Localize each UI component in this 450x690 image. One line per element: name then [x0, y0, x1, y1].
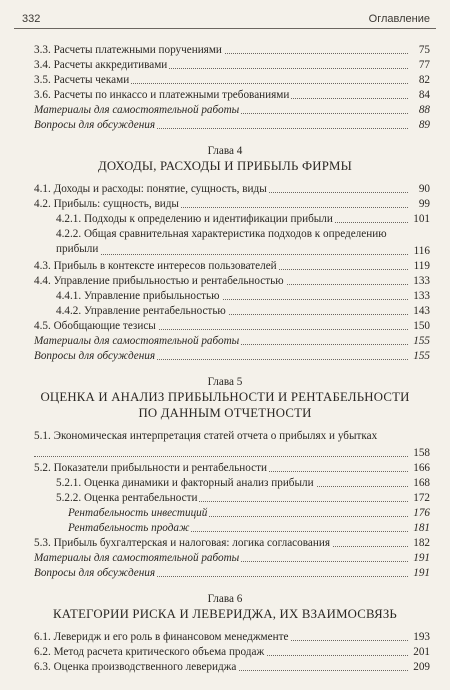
toc-entry-page: 182 — [413, 537, 430, 549]
toc-entry[interactable] — [14, 566, 436, 581]
toc-entry-title: 6.3. Оценка производственного левериджа — [34, 661, 237, 673]
toc-entry-title: 3.3. Расчеты платежными поручениями — [34, 44, 222, 56]
page-number: 332 — [22, 13, 41, 25]
spacer — [14, 174, 436, 182]
toc-entry[interactable] — [14, 521, 436, 536]
toc-entry-title: 4.2.2. Общая сравнительная характеристика подходов к определению прибыли — [56, 228, 387, 255]
table-of-contents — [14, 43, 436, 675]
toc-entry-page: 119 — [413, 260, 430, 272]
toc-entry-title: 5.1. Экономическая интерпретация статей отчета о прибылях и убытках — [34, 430, 378, 442]
toc-entry-page: 82 — [418, 74, 430, 86]
chapter-label: Глава 5 — [207, 376, 243, 388]
toc-entry-title: Вопросы для обсуждения — [34, 567, 156, 579]
toc-entry-page: 101 — [413, 213, 430, 225]
toc-entry-page: 133 — [413, 275, 430, 287]
chapter-title: ДОХОДЫ, РАСХОДЫ И ПРИБЫЛЬ ФИРМЫ — [97, 159, 352, 173]
toc-entry-title: 6.2. Метод расчета критического объема продаж — [34, 646, 265, 658]
toc-entry-title: 5.2. Показатели прибыльности и рентабельности — [34, 462, 267, 474]
page-header — [14, 6, 436, 29]
toc-entry-title: 4.2. Прибыль: сущность, виды — [34, 198, 179, 210]
toc-entry-page: 172 — [413, 492, 430, 504]
toc-entry-title: 5.3. Прибыль бухгалтерская и налоговая: логика согласования — [34, 537, 330, 549]
spacer — [14, 421, 436, 429]
chapter-title: КАТЕГОРИИ РИСКА И ЛЕВЕРИДЖА, ИХ ВЗАИМОСВЯЗЬ — [53, 607, 397, 621]
spacer — [14, 133, 436, 144]
toc-entry[interactable] — [14, 274, 436, 289]
toc-entry-page: 181 — [413, 522, 430, 534]
toc-entry-title: Материалы для самостоятельной работы — [34, 104, 240, 116]
toc-entry[interactable] — [14, 536, 436, 551]
toc-entry-title: 4.4. Управление прибыльностью и рентабельностью — [34, 275, 284, 287]
toc-entry-page: 77 — [418, 59, 430, 71]
chapter-label: Глава 6 — [207, 593, 243, 605]
chapter-title: ПО ДАННЫМ ОТЧЕТНОСТИ — [138, 406, 312, 420]
toc-entry[interactable] — [14, 88, 436, 103]
toc-entry-title: 4.2.1. Подходы к определению и идентификации прибыли — [56, 213, 333, 225]
toc-entry-page: 99 — [418, 198, 430, 210]
toc-entry[interactable] — [14, 289, 436, 304]
toc-entry-title: Материалы для самостоятельной работы — [34, 552, 240, 564]
toc-entry-page: 116 — [413, 245, 430, 257]
toc-entry-page: 88 — [418, 104, 430, 116]
toc-entry[interactable] — [14, 476, 436, 491]
toc-entry-title: Вопросы для обсуждения — [34, 119, 156, 131]
toc-entry[interactable] — [14, 197, 436, 212]
toc-entry-page: 166 — [413, 462, 430, 474]
toc-entry-title: 6.1. Леверидж и его роль в финансовом менеджменте — [34, 631, 289, 643]
toc-entry-page: 158 — [413, 447, 430, 459]
toc-entry-title: Вопросы для обсуждения — [34, 350, 156, 362]
toc-entry-page: 209 — [413, 661, 430, 673]
toc-entry-title: 3.6. Расчеты по инкассо и платежными требованиями — [34, 89, 290, 101]
toc-entry[interactable] — [14, 551, 436, 566]
spacer — [14, 581, 436, 592]
toc-entry-page: 84 — [418, 89, 430, 101]
toc-entry-title: Материалы для самостоятельной работы — [34, 335, 240, 347]
toc-entry-title: 3.4. Расчеты аккредитивами — [34, 59, 168, 71]
toc-entry-page: 155 — [413, 350, 430, 362]
toc-entry-page: 191 — [413, 552, 430, 564]
toc-entry-title: 5.2.2. Оценка рентабельности — [56, 492, 198, 504]
toc-entry-page: 150 — [413, 320, 430, 332]
toc-entry-page: 143 — [413, 305, 430, 317]
toc-entry[interactable] — [14, 660, 436, 675]
toc-entry[interactable] — [14, 304, 436, 319]
toc-entry-page: 89 — [418, 119, 430, 131]
toc-entry[interactable] — [14, 319, 436, 334]
toc-entry-page: 201 — [413, 646, 430, 658]
toc-entry[interactable] — [14, 349, 436, 364]
toc-entry[interactable] — [14, 259, 436, 274]
toc-entry-page: 90 — [418, 183, 430, 195]
running-title: Оглавление — [368, 13, 430, 25]
toc-entry[interactable] — [14, 43, 436, 58]
toc-entry-page: 168 — [413, 477, 430, 489]
toc-entry[interactable] — [14, 506, 436, 521]
toc-entry[interactable] — [14, 58, 436, 73]
chapter-label: Глава 4 — [207, 145, 243, 157]
toc-entry-title: 3.5. Расчеты чеками — [34, 74, 130, 86]
toc-entry-page: 75 — [418, 44, 430, 56]
toc-entry-title: Рентабельность продаж — [68, 522, 190, 534]
toc-entry[interactable] — [14, 227, 436, 259]
toc-entry[interactable] — [14, 461, 436, 476]
toc-entry[interactable] — [14, 103, 436, 118]
toc-entry-title: 4.1. Доходы и расходы: понятие, сущность, виды — [34, 183, 267, 195]
spacer — [14, 364, 436, 375]
toc-entry-page: 155 — [413, 335, 430, 347]
toc-entry-page: 191 — [413, 567, 430, 579]
toc-entry-title: 4.5. Обобщающие тезисы — [34, 320, 156, 332]
toc-entry[interactable] — [14, 645, 436, 660]
spacer — [14, 622, 436, 630]
toc-entry[interactable] — [14, 73, 436, 88]
toc-entry-page: 176 — [413, 507, 430, 519]
toc-entry-title: 4.4.2. Управление рентабельностью — [56, 305, 226, 317]
toc-entry-title: 5.2.1. Оценка динамики и факторный анализ прибыли — [56, 477, 314, 489]
toc-entry[interactable] — [14, 118, 436, 133]
dot-leader — [34, 456, 408, 457]
toc-entry[interactable] — [14, 630, 436, 645]
toc-entry-page: 193 — [413, 631, 430, 643]
toc-entry-page: 133 — [413, 290, 430, 302]
toc-entry-title: 4.4.1. Управление прибыльностью — [56, 290, 220, 302]
toc-entry[interactable] — [14, 334, 436, 349]
toc-entry-title: 4.3. Прибыль в контексте интересов пользователей — [34, 260, 277, 272]
toc-entry-title: Рентабельность инвестиций — [68, 507, 208, 519]
toc-entry[interactable] — [14, 212, 436, 227]
toc-entry[interactable] — [14, 491, 436, 506]
toc-entry[interactable] — [14, 429, 436, 461]
chapter-title: ОЦЕНКА И АНАЛИЗ ПРИБЫЛЬНОСТИ И РЕНТАБЕЛЬНОСТИ — [40, 390, 410, 404]
toc-entry[interactable] — [14, 182, 436, 197]
